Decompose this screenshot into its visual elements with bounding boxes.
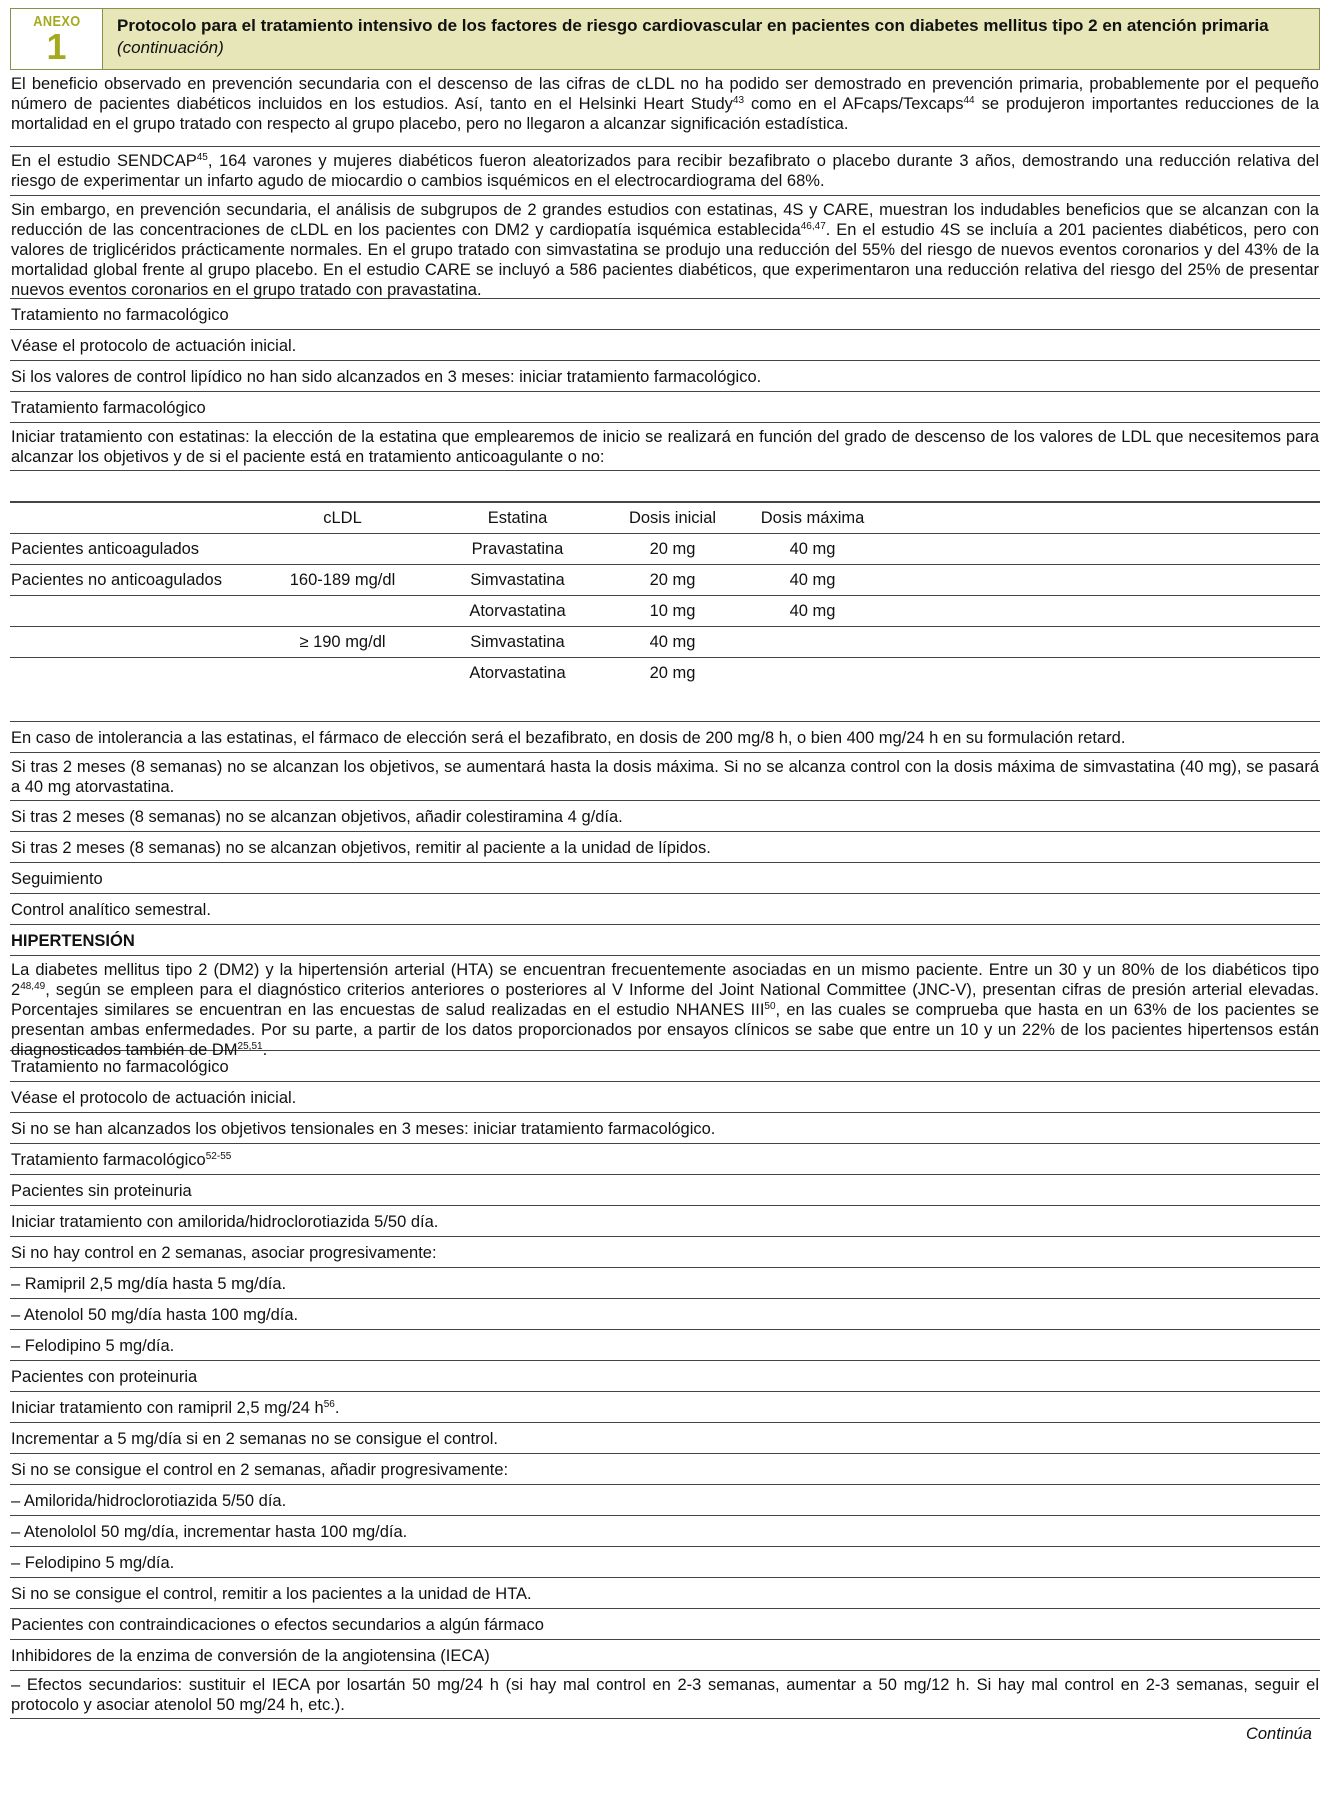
list-item: – Felodipino 5 mg/día. [10, 1330, 1320, 1361]
table-row [10, 596, 1320, 627]
text: . En el estudio 4S se incluía a 201 pacientes diabéticos, pero con valores de triglicéridos prácticamente normales. En el grupo tratado con simvastatina se produjo una reducción del 55% del riesgo de nuevos eventos coronarios y del 43% de la mortalidad global frente al grupo placebo. En el estudio CARE se incluyó a 586 pacientes diabéticos, que experimentaron una reducción relativa del riesgo del 25% de presentar nuevos eventos coronarios en el grupo tratado con pravastatina. [11, 221, 1320, 299]
table-cell [10, 596, 255, 627]
row-contraindications: Pacientes con contraindicaciones o efectos secundarios a algún fármaco [10, 1609, 1320, 1640]
list-item: – Felodipino 5 mg/día. [10, 1547, 1320, 1578]
table-cell [740, 627, 885, 658]
table-cell: 160-189 mg/dl [255, 565, 430, 596]
table-cell: 40 mg [605, 627, 740, 658]
table-cell: 10 mg [605, 596, 740, 627]
table-cell [885, 565, 1320, 596]
reference: 50 [764, 1000, 776, 1012]
document-page [10, 8, 1320, 1744]
annex-label: ANEXO [32, 13, 81, 30]
table-header-row [10, 503, 1320, 534]
continues-label: Continúa [1245, 1724, 1312, 1743]
annex-title-suffix: (continuación) [117, 38, 224, 57]
text: , 164 varones y mujeres diabéticos fueron aleatorizados para recibir bezafibrato o placebo durante 3 años, demostrando una reducción relativa del riesgo de experimentar un infarto agudo de miocardio o cambios isquémicos en el electrocardiograma del 68%. [11, 152, 1319, 190]
table-cell: 40 mg [740, 596, 885, 627]
table-header: Estatina [430, 503, 605, 534]
annex-title-text: Protocolo para el tratamiento intensivo de los factores de riesgo cardiovascular en pacientes con diabetes mellitus tipo 2 en atención primaria [117, 16, 1269, 35]
text: El beneficio observado en prevención secundaria con el descenso de las cifras de cLDL no ha podido ser demostrado en prevención primaria, probablemente por el pequeño número de pacientes diabéticos incluidos en los estudios. Así, tanto en el Helsinki Heart Study [11, 75, 1319, 113]
text: , según se empleen para el diagnóstico criterios anteriores o posteriores al V Informe del Joint National Committee (JNC-V), presentan cifras de presión arterial elevadas. Porcentajes similares se encuentran en las encuestas de salud realizadas en el estudio NHANES III [11, 980, 1319, 1019]
row-hta-unit: Si no se consigue el control, remitir a los pacientes a la unidad de HTA. [10, 1578, 1320, 1609]
row-colestiramina: Si tras 2 meses (8 semanas) no se alcanzan objetivos, añadir colestiramina 4 g/día. [10, 801, 1320, 832]
row-htn-non-pharm: Tratamiento no farmacológico [10, 1051, 1320, 1082]
table-header [885, 503, 1320, 534]
table-spacer [10, 471, 1320, 502]
table-row [10, 534, 1320, 565]
table-cell: Pacientes anticoagulados [10, 534, 255, 565]
table-cell [885, 534, 1320, 565]
row-followup: Seguimiento [10, 863, 1320, 894]
reference: 43 [732, 95, 745, 106]
table-cell: Pravastatina [430, 534, 605, 565]
text: La diabetes mellitus tipo 2 (DM2) y la hipertensión arterial (HTA) se encuentran frecuentemente asociadas en un mismo paciente. Entre un 30 y un 80% de los diabéticos tipo 2 [11, 960, 1319, 999]
reference: 44 [963, 95, 975, 106]
table-row [10, 658, 1320, 689]
list-item: – Ramipril 2,5 mg/día hasta 5 mg/día. [10, 1268, 1320, 1299]
table-cell [885, 627, 1320, 658]
row-pharm-heading: Tratamiento farmacológico [10, 392, 1320, 423]
table-cell [10, 627, 255, 658]
row-ieca: Inhibidores de la enzima de conversión de la angiotensina (IECA) [10, 1640, 1320, 1671]
row-amilorida: Iniciar tratamiento con amilorida/hidroclorotiazida 5/50 día. [10, 1206, 1320, 1237]
table-cell: 40 mg [740, 534, 885, 565]
table-header: cLDL [255, 503, 430, 534]
text: Iniciar tratamiento con ramipril 2,5 mg/24 h [11, 1398, 324, 1417]
row-side-effects: – Efectos secundarios: sustituir el IECA por losartán 50 mg/24 h (si hay mal control en 2-3 semanas, aumentar a 50 mg/12 h. Si hay mal control en 2-3 semanas, seguir el protocolo y asociar atenolol 50 mg/24 h, etc.). [10, 1671, 1320, 1719]
table-header [10, 503, 255, 534]
section-heading-hypertension: HIPERTENSIÓN [10, 925, 1320, 956]
table-cell: Pacientes no anticoagulados [10, 565, 255, 596]
table-cell [255, 534, 430, 565]
row-add-progressively: Si no se consigue el control en 2 semanas, añadir progresivamente: [10, 1454, 1320, 1485]
row-statin-intro: Iniciar tratamiento con estatinas: la elección de la estatina que emplearemos de inicio se realizará en función del grado de descenso de los valores de LDL que necesitemos para alcanzar los objetivos y de si el paciente está en tratamiento anticoagulante o no: [10, 423, 1320, 471]
table-cell [255, 658, 430, 689]
reference: 25,51 [237, 1040, 263, 1052]
annex-header [10, 8, 1320, 70]
annex-number: 1 [46, 26, 67, 67]
annex-badge [11, 9, 103, 69]
text: , en las cuales se comprueba que hasta en un 63% de los pacientes se presentan ambas enfermedades. Por su parte, a partir de los datos proporcionados por ensayos clínicos se sabe que entre un 10 y un 22% de los pacientes hipertensos están diagnosticados también de DM [11, 1000, 1319, 1059]
table-cell: 20 mg [605, 658, 740, 689]
statin-table [10, 502, 1320, 689]
list-item: – Atenolol 50 mg/día hasta 100 mg/día. [10, 1299, 1320, 1330]
text: . [262, 1040, 268, 1059]
row-max-dose: Si tras 2 meses (8 semanas) no se alcanzan los objetivos, se aumentará hasta la dosis máxima. Si no se alcanza control con la dosis máxima de simvastatina (40 mg), se pasará a 40 mg atorvastatina. [10, 753, 1320, 801]
table-cell [10, 658, 255, 689]
annex-title [103, 9, 1319, 69]
paragraph-sendcap [10, 147, 1320, 196]
row-start-pharm: Si los valores de control lipídico no han sido alcanzados en 3 meses: iniciar tratamiento farmacológico. [10, 361, 1320, 392]
table-cell [885, 596, 1320, 627]
reference: 45 [196, 152, 208, 163]
row-no-proteinuria: Pacientes sin proteinuria [10, 1175, 1320, 1206]
paragraph-primary-prevention [10, 70, 1320, 147]
paragraph-hypertension [10, 956, 1320, 1059]
text: como en el AFcaps/Texcaps [744, 95, 964, 113]
table-cell: 20 mg [605, 565, 740, 596]
text: . [334, 1398, 340, 1417]
text: se produjeron importantes reducciones de la mortalidad en el grupo tratado con respecto al grupo placebo, pero no llegaron a alcanzar significación estadística. [11, 95, 1319, 133]
table-cell: 40 mg [740, 565, 885, 596]
table-header: Dosis máxima [740, 503, 885, 534]
paragraph-secondary-prevention [10, 196, 1320, 299]
row-non-pharm: Tratamiento no farmacológico [10, 299, 1320, 330]
row-initial-protocol: Véase el protocolo de actuación inicial. [10, 330, 1320, 361]
row-increment: Incrementar a 5 mg/día si en 2 semanas no se consigue el control. [10, 1423, 1320, 1454]
row-lipid-unit: Si tras 2 meses (8 semanas) no se alcanzan objetivos, remitir al paciente a la unidad de lípidos. [10, 832, 1320, 863]
row-htn-pharm-heading [10, 1144, 1320, 1175]
row-no-control: Si no hay control en 2 semanas, asociar progresivamente: [10, 1237, 1320, 1268]
row-intolerance: En caso de intolerancia a las estatinas, el fármaco de elección será el bezafibrato, en dosis de 200 mg/8 h, o bien 400 mg/24 h en su formulación retard. [10, 722, 1320, 753]
table-cell: Atorvastatina [430, 596, 605, 627]
list-item: – Atenololol 50 mg/día, incrementar hasta 100 mg/día. [10, 1516, 1320, 1547]
table-cell [255, 596, 430, 627]
statin-table-block [10, 471, 1320, 722]
row-htn-initial: Véase el protocolo de actuación inicial. [10, 1082, 1320, 1113]
table-cell: Simvastatina [430, 627, 605, 658]
table-row [10, 565, 1320, 596]
reference: 46,47 [800, 221, 826, 232]
text: Sin embargo, en prevención secundaria, el análisis de subgrupos de 2 grandes estudios con estatinas, 4S y CARE, muestran los indudables beneficios que se alcanzan con la reducción de las concentraciones de cLDL en los pacientes con DM2 y cardiopatía isquémica establecida [11, 201, 1319, 239]
row-htn-start-pharm: Si no se han alcanzados los objetivos tensionales en 3 meses: iniciar tratamiento farmacológico. [10, 1113, 1320, 1144]
text: En el estudio SENDCAP [11, 152, 197, 170]
table-cell: 20 mg [605, 534, 740, 565]
row-semestral: Control analítico semestral. [10, 894, 1320, 925]
table-header: Dosis inicial [605, 503, 740, 534]
row-ramipril [10, 1392, 1320, 1423]
reference: 48,49 [20, 980, 46, 992]
reference: 52-55 [205, 1150, 232, 1162]
reference: 56 [323, 1398, 335, 1410]
row-proteinuria: Pacientes con proteinuria [10, 1361, 1320, 1392]
table-cell: Simvastatina [430, 565, 605, 596]
table-cell: ≥ 190 mg/dl [255, 627, 430, 658]
table-cell [740, 658, 885, 689]
table-cell: Atorvastatina [430, 658, 605, 689]
text: Tratamiento farmacológico [11, 1150, 206, 1169]
table-row [10, 627, 1320, 658]
list-item: – Amilorida/hidroclorotiazida 5/50 día. [10, 1485, 1320, 1516]
table-cell [885, 658, 1320, 689]
table-spacer [10, 689, 1320, 721]
